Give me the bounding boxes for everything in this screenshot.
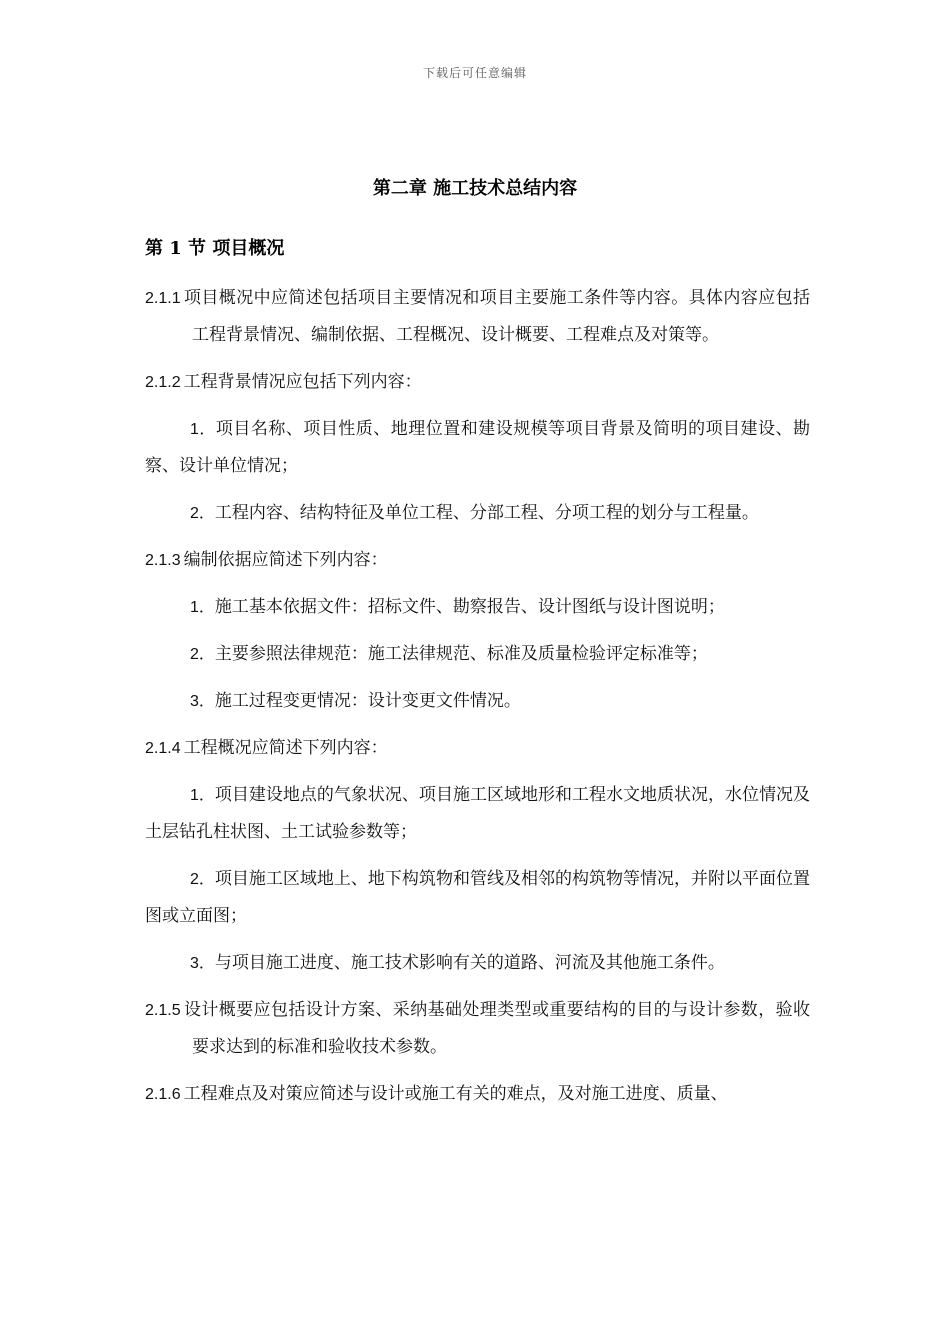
clause-number: 2.1.5: [145, 1002, 181, 1019]
clause-number: 2.1.6: [145, 1086, 181, 1103]
item-number: 3．: [190, 693, 215, 710]
section-title: 第 1 节 项目概况: [145, 238, 285, 259]
clause-text: 工程难点及对策应简述与设计或施工有关的难点，及对施工进度、质量、: [183, 1084, 728, 1104]
clause-text: 设计概要应包括设计方案、采纳基础处理类型或重要结构的目的与设计参数，验收要求达到的标准和验收技术参数。: [183, 1000, 810, 1057]
clause-text: 工程概况应简述下列内容：: [183, 738, 388, 758]
item-text: 项目施工区域地上、地下构筑物和管线及相邻的构筑物等情况，并附以平面位置图或立面图；: [145, 869, 810, 926]
item-text: 主要参照法律规范：施工法律规范、标准及质量检验评定标准等；: [214, 644, 708, 664]
item-text: 施工过程变更情况：设计变更文件情况。: [214, 691, 521, 711]
list-item: [145, 495, 810, 532]
item-text: 项目名称、项目性质、地理位置和建设规模等项目背景及简明的项目建设、勘察、设计单位情况；: [145, 419, 811, 476]
clause-2-1-5: [145, 992, 810, 1066]
clause-text: 工程背景情况应包括下列内容：: [183, 372, 422, 392]
clause-2-1-3: [145, 542, 810, 579]
clause-2-1-2: [145, 364, 810, 401]
item-number: 1．: [190, 599, 215, 616]
item-number: 2．: [190, 871, 215, 888]
list-item: [145, 411, 810, 485]
clause-2-1-4: [145, 730, 810, 767]
clause-2-1-6: [145, 1076, 810, 1113]
clause-text: 项目概况中应简述包括项目主要情况和项目主要施工条件等内容。具体内容应包括工程背景情况、编制依据、工程概况、设计概要、工程难点及对策等。: [183, 288, 810, 345]
clause-number: 2.1.4: [145, 740, 181, 757]
clause-number: 2.1.3: [145, 552, 181, 569]
chapter-title: 第二章 施工技术总结内容: [372, 178, 578, 199]
list-item: [145, 945, 810, 982]
item-number: 1．: [190, 787, 215, 804]
item-number: 1．: [190, 421, 216, 438]
item-text: 项目建设地点的气象状况、项目施工区域地形和工程水文地质状况，水位情况及土层钻孔柱状图、土工试验参数等；: [145, 785, 810, 842]
item-number: 3．: [190, 955, 215, 972]
item-text: 工程内容、结构特征及单位工程、分部工程、分项工程的划分与工程量。: [214, 503, 759, 523]
list-item: [145, 777, 810, 851]
list-item: [145, 589, 810, 626]
clause-number: 2.1.1: [145, 290, 181, 307]
list-item: [145, 861, 810, 935]
list-item: [145, 683, 810, 720]
item-number: 2．: [190, 646, 215, 663]
clause-2-1-1: [145, 280, 810, 354]
item-text: 施工基本依据文件：招标文件、勘察报告、设计图纸与设计图说明；: [214, 597, 725, 617]
list-item: [145, 636, 810, 673]
item-text: 与项目施工进度、施工技术影响有关的道路、河流及其他施工条件。: [214, 953, 725, 973]
document-body: [145, 280, 810, 1123]
header-note: 下载后可任意编辑: [422, 66, 527, 80]
clause-number: 2.1.2: [145, 374, 181, 391]
item-number: 2．: [190, 505, 215, 522]
clause-text: 编制依据应简述下列内容：: [183, 550, 388, 570]
